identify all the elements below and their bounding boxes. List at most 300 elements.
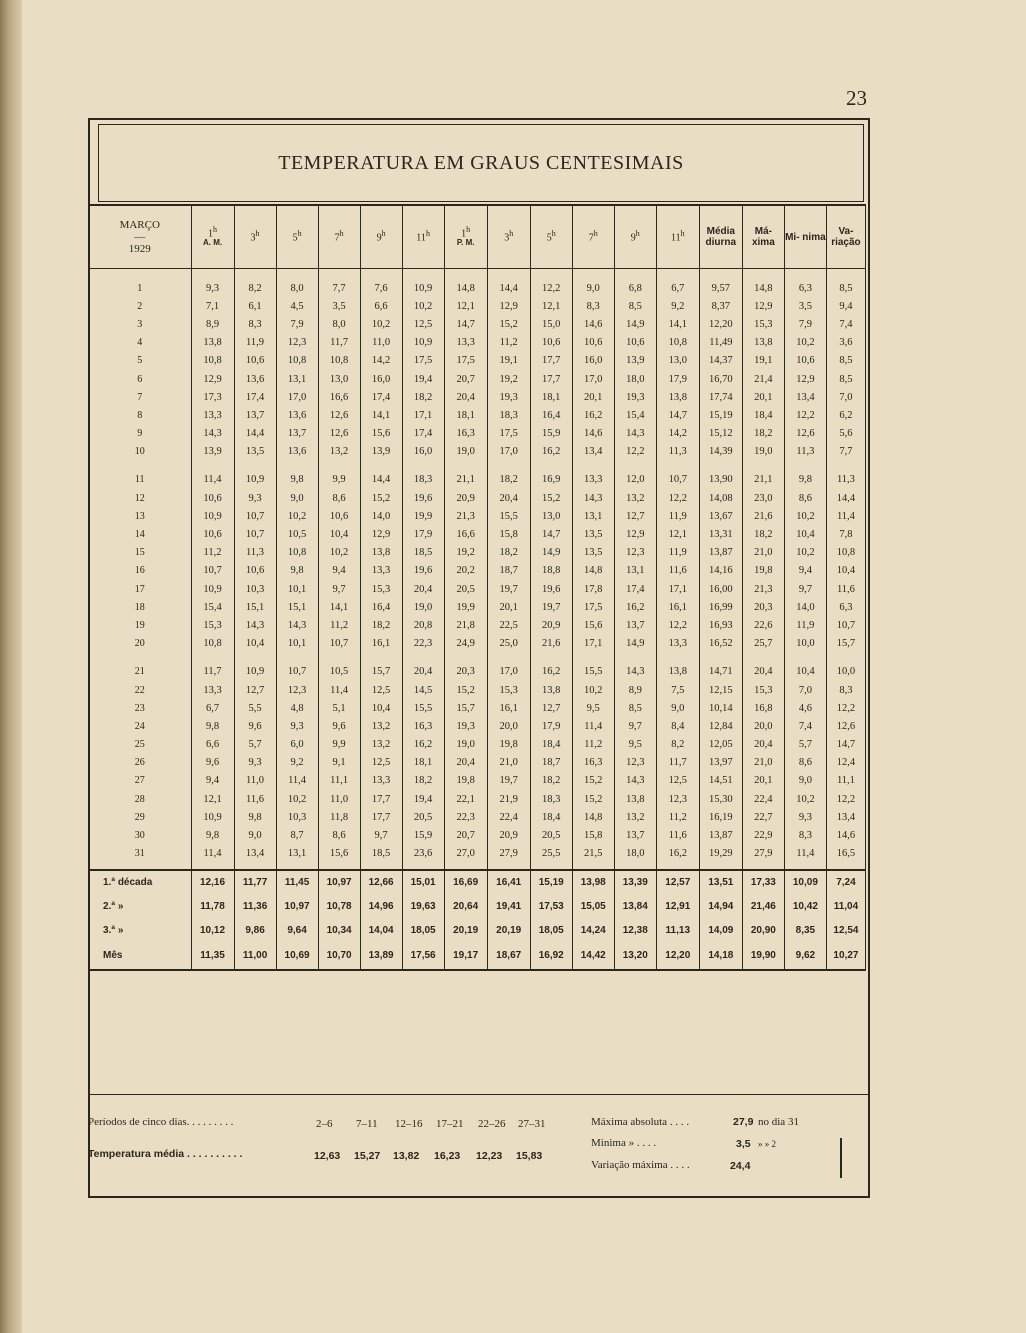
spacer-cell — [318, 461, 360, 471]
value-cell: 12,3 — [614, 544, 656, 562]
value-cell: 8,5 — [614, 297, 656, 315]
summary-value: 13,20 — [614, 943, 656, 970]
summary-value: 19,90 — [742, 943, 784, 970]
value-cell: 10,9 — [234, 471, 276, 489]
month-label: MARÇO — [119, 218, 160, 231]
summary-value: 16,41 — [487, 870, 530, 895]
summary-value: 20,19 — [487, 919, 530, 943]
summary-value: 12,91 — [656, 895, 699, 919]
hour-value: 7 — [588, 232, 594, 244]
value-cell: 17,5 — [487, 425, 530, 443]
value-cell: 16,2 — [614, 598, 656, 616]
value-cell: 23,0 — [742, 489, 784, 507]
table-row — [89, 562, 866, 580]
value-cell: 13,90 — [699, 471, 742, 489]
table-row — [89, 681, 866, 699]
value-cell: 18,2 — [360, 616, 402, 634]
day-cell: 6 — [89, 370, 192, 388]
value-cell: 11,3 — [784, 443, 826, 461]
value-cell: 13,3 — [191, 681, 234, 699]
day-cell: 14 — [89, 525, 192, 543]
value-cell: 18,2 — [530, 772, 572, 790]
value-cell: 12,7 — [234, 681, 276, 699]
value-cell: 13,5 — [572, 544, 614, 562]
maxima-header: Má- xima — [742, 205, 784, 269]
value-cell: 10,14 — [699, 699, 742, 717]
value-cell: 19,4 — [402, 790, 444, 808]
value-cell: 12,9 — [487, 297, 530, 315]
hour-value: 9 — [630, 232, 636, 244]
summary-value: 20,90 — [742, 919, 784, 943]
value-cell: 22,4 — [742, 790, 784, 808]
period-temp: 12,63 — [314, 1150, 341, 1162]
value-cell: 15,2 — [487, 315, 530, 333]
value-cell: 13,3 — [191, 406, 234, 424]
value-cell: 12,5 — [360, 681, 402, 699]
value-cell: 13,0 — [530, 507, 572, 525]
value-cell: 19,0 — [742, 443, 784, 461]
value-cell: 8,9 — [614, 681, 656, 699]
value-cell: 10,7 — [656, 471, 699, 489]
value-cell: 20,1 — [742, 388, 784, 406]
value-cell: 10,8 — [318, 352, 360, 370]
value-cell: 20,5 — [530, 826, 572, 844]
spacer-cell — [572, 461, 614, 471]
summary-value: 15,05 — [572, 895, 614, 919]
period-temp: 13,82 — [393, 1150, 420, 1162]
summary-value: 11,45 — [276, 870, 318, 895]
day-cell: 5 — [89, 352, 192, 370]
spacer-cell — [699, 461, 742, 471]
table-row — [89, 717, 866, 735]
summary-value: 12,16 — [191, 870, 234, 895]
summary-row — [89, 919, 866, 943]
value-cell: 9,6 — [318, 717, 360, 735]
value-cell: 22,1 — [444, 790, 487, 808]
value-cell: 12,9 — [360, 525, 402, 543]
summary-value: 19,41 — [487, 895, 530, 919]
value-cell: 12,9 — [742, 297, 784, 315]
value-cell: 14,6 — [572, 315, 614, 333]
value-cell: 7,8 — [826, 525, 865, 543]
value-cell: 17,4 — [402, 425, 444, 443]
spacer-cell — [572, 269, 614, 280]
value-cell: 17,7 — [530, 352, 572, 370]
day-cell: 3 — [89, 315, 192, 333]
value-cell: 11,7 — [656, 754, 699, 772]
day-cell: 17 — [89, 580, 192, 598]
value-cell: 13,2 — [614, 489, 656, 507]
spacer-cell — [318, 863, 360, 870]
value-cell: 9,4 — [191, 772, 234, 790]
value-cell: 13,67 — [699, 507, 742, 525]
value-cell: 19,2 — [444, 544, 487, 562]
value-cell: 12,2 — [656, 616, 699, 634]
hour-header — [402, 205, 444, 269]
hour-suffix: h — [635, 229, 640, 239]
value-cell: 16,2 — [572, 406, 614, 424]
table-row — [89, 736, 866, 754]
summary-value: 13,98 — [572, 870, 614, 895]
spacer-cell — [89, 653, 192, 663]
value-cell: 9,3 — [234, 489, 276, 507]
spacer-cell — [826, 269, 865, 280]
value-cell: 5,5 — [234, 699, 276, 717]
value-cell: 13,5 — [572, 525, 614, 543]
value-cell: 13,87 — [699, 826, 742, 844]
spacer-cell — [487, 269, 530, 280]
value-cell: 10,9 — [402, 334, 444, 352]
value-cell: 15,5 — [487, 507, 530, 525]
value-cell: 13,1 — [276, 370, 318, 388]
value-cell: 20,5 — [444, 580, 487, 598]
spacer-cell — [614, 863, 656, 870]
value-cell: 11,2 — [318, 616, 360, 634]
value-cell: 10,9 — [191, 580, 234, 598]
value-cell: 12,7 — [530, 699, 572, 717]
value-cell: 10,6 — [234, 352, 276, 370]
day-cell: 16 — [89, 562, 192, 580]
day-cell: 10 — [89, 443, 192, 461]
value-cell: 18,4 — [530, 736, 572, 754]
value-cell: 6,3 — [784, 279, 826, 297]
summary-row — [89, 895, 866, 919]
day-cell: 30 — [89, 826, 192, 844]
period-label: 7–11 — [356, 1118, 378, 1130]
value-cell: 11,2 — [656, 808, 699, 826]
day-cell: 26 — [89, 754, 192, 772]
value-cell: 5,7 — [234, 736, 276, 754]
summary-value: 12,20 — [656, 943, 699, 970]
value-cell: 9,8 — [784, 471, 826, 489]
table-row — [89, 754, 866, 772]
value-cell: 4,5 — [276, 297, 318, 315]
day-cell: 27 — [89, 772, 192, 790]
hour-value: 9 — [376, 232, 382, 244]
table-row — [89, 635, 866, 653]
value-cell: 17,1 — [572, 635, 614, 653]
value-cell: 10,6 — [191, 525, 234, 543]
value-cell: 21,8 — [444, 616, 487, 634]
value-cell: 13,9 — [360, 443, 402, 461]
spacer-cell — [234, 653, 276, 663]
value-cell: 6,2 — [826, 406, 865, 424]
summary-value: 12,54 — [826, 919, 865, 943]
value-cell: 18,2 — [742, 525, 784, 543]
value-cell: 18,3 — [530, 790, 572, 808]
spacer-cell — [784, 461, 826, 471]
value-cell: 20,4 — [742, 736, 784, 754]
value-cell: 11,7 — [191, 663, 234, 681]
spacer-cell — [699, 653, 742, 663]
value-cell: 19,8 — [444, 772, 487, 790]
value-cell: 10,4 — [234, 635, 276, 653]
value-cell: 11,3 — [234, 544, 276, 562]
summary-label: 3.ª » — [89, 919, 192, 943]
day-cell: 23 — [89, 699, 192, 717]
spacer-cell — [191, 269, 234, 280]
spacer-cell — [826, 461, 865, 471]
value-cell: 15,3 — [742, 681, 784, 699]
value-cell: 14,3 — [614, 425, 656, 443]
value-cell: 10,9 — [402, 279, 444, 297]
summary-value: 14,18 — [699, 943, 742, 970]
spacer-cell — [784, 653, 826, 663]
table-row — [89, 279, 866, 297]
value-cell: 20,7 — [444, 370, 487, 388]
value-cell: 19,29 — [699, 845, 742, 863]
value-cell: 10,6 — [784, 352, 826, 370]
summary-value: 11,77 — [234, 870, 276, 895]
value-cell: 7,6 — [360, 279, 402, 297]
spacer-cell — [742, 863, 784, 870]
day-cell: 28 — [89, 790, 192, 808]
value-cell: 15,1 — [234, 598, 276, 616]
value-cell: 12,2 — [826, 699, 865, 717]
summary-value: 20,19 — [444, 919, 487, 943]
value-cell: 13,8 — [656, 663, 699, 681]
value-cell: 6,6 — [191, 736, 234, 754]
summary-value: 14,96 — [360, 895, 402, 919]
value-cell: 13,1 — [276, 845, 318, 863]
value-cell: 13,3 — [444, 334, 487, 352]
hour-header — [614, 205, 656, 269]
summary-value: 9,86 — [234, 919, 276, 943]
value-cell: 15,2 — [530, 489, 572, 507]
min-day: » » 2 — [758, 1139, 776, 1149]
value-cell: 16,8 — [742, 699, 784, 717]
value-cell: 13,3 — [360, 562, 402, 580]
value-cell: 14,3 — [234, 616, 276, 634]
value-cell: 13,87 — [699, 544, 742, 562]
value-cell: 11,2 — [487, 334, 530, 352]
value-cell: 19,9 — [402, 507, 444, 525]
value-cell: 11,4 — [784, 845, 826, 863]
value-cell: 20,4 — [402, 580, 444, 598]
summary-value: 10,42 — [784, 895, 826, 919]
table-row — [89, 334, 866, 352]
table-row — [89, 544, 866, 562]
value-cell: 20,9 — [487, 826, 530, 844]
value-cell: 16,6 — [444, 525, 487, 543]
value-cell: 8,7 — [276, 826, 318, 844]
hour-value: 5 — [292, 232, 298, 244]
spacer-cell — [826, 863, 865, 870]
value-cell: 9,7 — [318, 580, 360, 598]
spacer-cell — [656, 863, 699, 870]
value-cell: 11,4 — [318, 681, 360, 699]
value-cell: 13,7 — [614, 616, 656, 634]
period-label: 27–31 — [518, 1118, 546, 1130]
value-cell: 9,5 — [614, 736, 656, 754]
value-cell: 10,2 — [572, 681, 614, 699]
value-cell: 16,5 — [826, 845, 865, 863]
value-cell: 17,9 — [656, 370, 699, 388]
min-label: Minima » . . . . — [591, 1137, 657, 1149]
value-cell: 7,4 — [826, 315, 865, 333]
value-cell: 11,49 — [699, 334, 742, 352]
value-cell: 14,0 — [784, 598, 826, 616]
spacer-cell — [487, 863, 530, 870]
day-cell: 15 — [89, 544, 192, 562]
value-cell: 10,2 — [276, 507, 318, 525]
value-cell: 18,1 — [444, 406, 487, 424]
table-row — [89, 826, 866, 844]
summary-value: 11,00 — [234, 943, 276, 970]
value-cell: 20,3 — [742, 598, 784, 616]
value-cell: 15,5 — [572, 663, 614, 681]
value-cell: 9,9 — [318, 736, 360, 754]
value-cell: 11,4 — [276, 772, 318, 790]
summary-value: 21,46 — [742, 895, 784, 919]
value-cell: 8,2 — [234, 279, 276, 297]
value-cell: 8,3 — [826, 681, 865, 699]
value-cell: 18,7 — [487, 562, 530, 580]
value-cell: 20,4 — [742, 663, 784, 681]
summary-value: 11,36 — [234, 895, 276, 919]
table-row — [89, 352, 866, 370]
dash-label: — — [134, 230, 146, 243]
periods-label: Períodos de cinco dias. . . . . . . . . — [88, 1116, 234, 1128]
value-cell: 5,7 — [784, 736, 826, 754]
value-cell: 10,2 — [318, 544, 360, 562]
hour-header — [234, 205, 276, 269]
value-cell: 12,2 — [826, 790, 865, 808]
value-cell: 7,7 — [826, 443, 865, 461]
value-cell: 11,8 — [318, 808, 360, 826]
spacer-cell — [614, 269, 656, 280]
value-cell: 13,1 — [614, 562, 656, 580]
value-cell: 8,6 — [784, 489, 826, 507]
value-cell: 11,2 — [191, 544, 234, 562]
value-cell: 20,1 — [487, 598, 530, 616]
period-label: 2–6 — [316, 1118, 333, 1130]
value-cell: 11,3 — [656, 443, 699, 461]
value-cell: 10,9 — [234, 663, 276, 681]
value-cell: 21,1 — [742, 471, 784, 489]
value-cell: 19,4 — [402, 370, 444, 388]
value-cell: 15,8 — [572, 826, 614, 844]
value-cell: 9,7 — [614, 717, 656, 735]
value-cell: 14,51 — [699, 772, 742, 790]
value-cell: 14,1 — [318, 598, 360, 616]
value-cell: 10,6 — [530, 334, 572, 352]
spacer-cell — [444, 461, 487, 471]
value-cell: 15,0 — [530, 315, 572, 333]
value-cell: 11,4 — [191, 471, 234, 489]
day-cell: 22 — [89, 681, 192, 699]
value-cell: 10,7 — [318, 635, 360, 653]
summary-value: 10,70 — [318, 943, 360, 970]
value-cell: 9,3 — [276, 717, 318, 735]
value-cell: 13,6 — [234, 370, 276, 388]
max-abs-day: no dia 31 — [758, 1116, 799, 1128]
period-temp: 15,83 — [516, 1150, 543, 1162]
value-cell: 8,2 — [656, 736, 699, 754]
value-cell: 7,0 — [826, 388, 865, 406]
value-cell: 6,0 — [276, 736, 318, 754]
summary-value: 9,62 — [784, 943, 826, 970]
spacer-cell — [656, 461, 699, 471]
value-cell: 12,3 — [276, 681, 318, 699]
hour-suffix: h — [425, 229, 430, 239]
value-cell: 18,3 — [487, 406, 530, 424]
spacer-cell — [402, 269, 444, 280]
value-cell: 14,8 — [444, 279, 487, 297]
spacer-cell — [402, 863, 444, 870]
value-cell: 16,3 — [444, 425, 487, 443]
value-cell: 20,9 — [530, 616, 572, 634]
value-cell: 19,6 — [402, 489, 444, 507]
summary-value: 16,69 — [444, 870, 487, 895]
max-abs-label: Máxima absoluta . . . . — [591, 1116, 690, 1128]
value-cell: 20,1 — [572, 388, 614, 406]
value-cell: 10,4 — [318, 525, 360, 543]
value-cell: 13,7 — [276, 425, 318, 443]
value-cell: 17,5 — [402, 352, 444, 370]
hour-header — [572, 205, 614, 269]
summary-label: Mês — [89, 943, 192, 970]
summary-value: 8,35 — [784, 919, 826, 943]
summary-value: 13,84 — [614, 895, 656, 919]
value-cell: 19,0 — [444, 736, 487, 754]
min-value: 3,5 — [736, 1138, 751, 1150]
value-cell: 17,9 — [530, 717, 572, 735]
value-cell: 17,4 — [234, 388, 276, 406]
value-cell: 9,4 — [826, 297, 865, 315]
value-cell: 14,3 — [276, 616, 318, 634]
value-cell: 15,9 — [530, 425, 572, 443]
summary-label: 1.ª década — [89, 870, 192, 895]
value-cell: 27,9 — [742, 845, 784, 863]
table-row — [89, 790, 866, 808]
summary-value: 10,69 — [276, 943, 318, 970]
value-cell: 15,3 — [360, 580, 402, 598]
value-cell: 22,3 — [402, 635, 444, 653]
value-cell: 18,1 — [402, 754, 444, 772]
value-cell: 12,6 — [826, 717, 865, 735]
spacer-cell — [742, 269, 784, 280]
day-cell: 9 — [89, 425, 192, 443]
value-cell: 8,3 — [572, 297, 614, 315]
value-cell: 21,0 — [742, 544, 784, 562]
spacer-cell — [572, 653, 614, 663]
spacer-cell — [742, 653, 784, 663]
value-cell: 19,0 — [402, 598, 444, 616]
year-label: 1929 — [128, 243, 151, 256]
spacer-cell — [742, 461, 784, 471]
value-cell: 19,1 — [487, 352, 530, 370]
value-cell: 9,3 — [191, 279, 234, 297]
value-cell: 15,2 — [360, 489, 402, 507]
spacer-cell — [444, 863, 487, 870]
value-cell: 14,2 — [360, 352, 402, 370]
spacer-row — [89, 863, 866, 870]
value-cell: 9,2 — [656, 297, 699, 315]
value-cell: 9,7 — [784, 580, 826, 598]
period-temp: 16,23 — [434, 1150, 461, 1162]
value-cell: 10,8 — [826, 544, 865, 562]
value-cell: 19,6 — [402, 562, 444, 580]
hour-header — [318, 205, 360, 269]
value-cell: 7,4 — [784, 717, 826, 735]
value-cell: 8,3 — [784, 826, 826, 844]
value-cell: 15,6 — [360, 425, 402, 443]
spacer-cell — [784, 269, 826, 280]
value-cell: 24,9 — [444, 635, 487, 653]
spacer-cell — [530, 461, 572, 471]
value-cell: 9,4 — [318, 562, 360, 580]
